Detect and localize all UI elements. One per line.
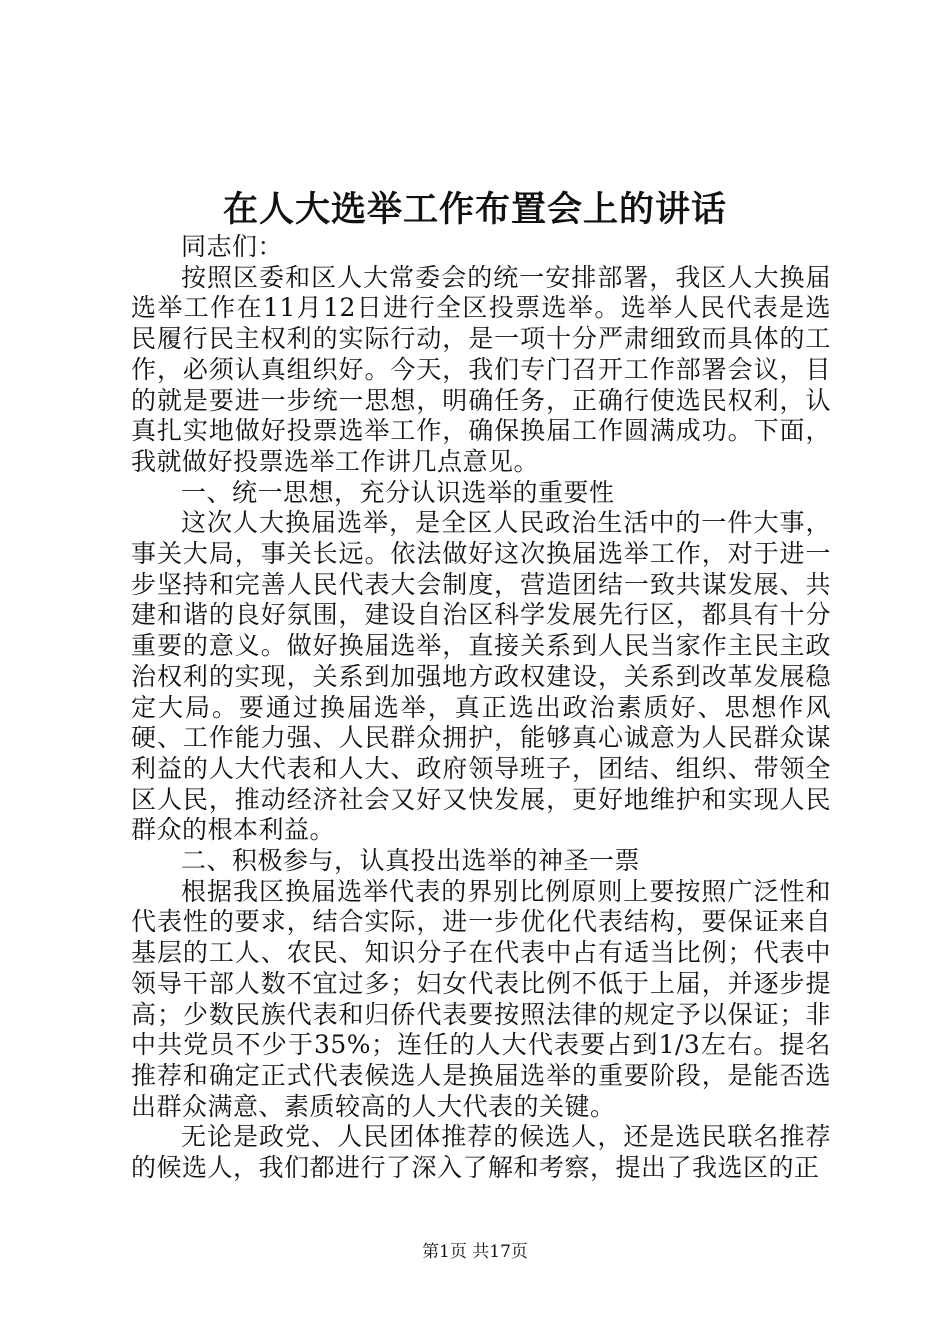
document-title: 在人大选举工作布置会上的讲话	[222, 189, 727, 230]
section-heading-2: 二、积极参与，认真投出选举的神圣一票	[181, 846, 641, 876]
section-2-paragraph: 根据我区换届选举代表的界别比例原则上要按照广泛性和代表性的要求，结合实际，进一步优化代表结构，要保证来自基层的工人、农民、知识分子在代表中占有适当比例；代表中领导干部人数不宜过多；妇女代表比例不低于上届，并逐步提高；少数民族代表和归侨代表要按照法律的规定予以保证；非中共党员不少于35%；连任的人大代表要占到1/3左右。提名推荐和确定正式代表候选人是换届选举的重要阶段，是能否选出群众满意、素质较高的人大代表的关键。	[131, 876, 831, 1121]
intro-paragraph: 按照区委和区人大常委会的统一安排部署，我区人大换届选举工作在11月12日进行全区投票选举。选举人民代表是选民履行民主权利的实际行动，是一项十分严肃细致而具体的工作，必须认真组织好。今天，我们专门召开工作部署会议，目的就是要进一步统一思想，明确任务，正确行使选民权利，认真扎实地做好投票选举工作，确保换届工作圆满成功。下面，我就做好投票选举工作讲几点意见。	[131, 262, 831, 476]
section-heading-1: 一、统一思想，充分认识选举的重要性	[181, 477, 615, 507]
document-body	[131, 232, 831, 1184]
salutation-paragraph: 同志们：	[181, 232, 284, 261]
section-1-paragraph: 这次人大换届选举，是全区人民政治生活中的一件大事，事关大局，事关长远。依法做好这次换届选举工作，对于进一步坚持和完善人民代表大会制度，营造团结一致共谋发展、共建和谐的良好氛围，建设自治区科学发展先行区，都具有十分重要的意义。做好换届选举，直接关系到人民当家作主民主政治权利的实现，关系到加强地方政权建设，关系到改革发展稳定大局。要通过换届选举，真正选出政治素质好、思想作风硬、工作能力强、人民群众拥护，能够真心诚意为人民群众谋利益的人大代表和人大、政府领导班子，团结、组织、带领全区人民，推动经济社会又好又快发展，更好地维护和实现人民群众的根本利益。	[131, 508, 831, 845]
page-footer: 第1页 共17页	[422, 1242, 528, 1262]
section-2-paragraph-continued: 无论是政党、人民团体推荐的候选人，还是选民联名推荐的候选人，我们都进行了深入了解和考察，提出了我选区的正	[131, 1122, 831, 1183]
